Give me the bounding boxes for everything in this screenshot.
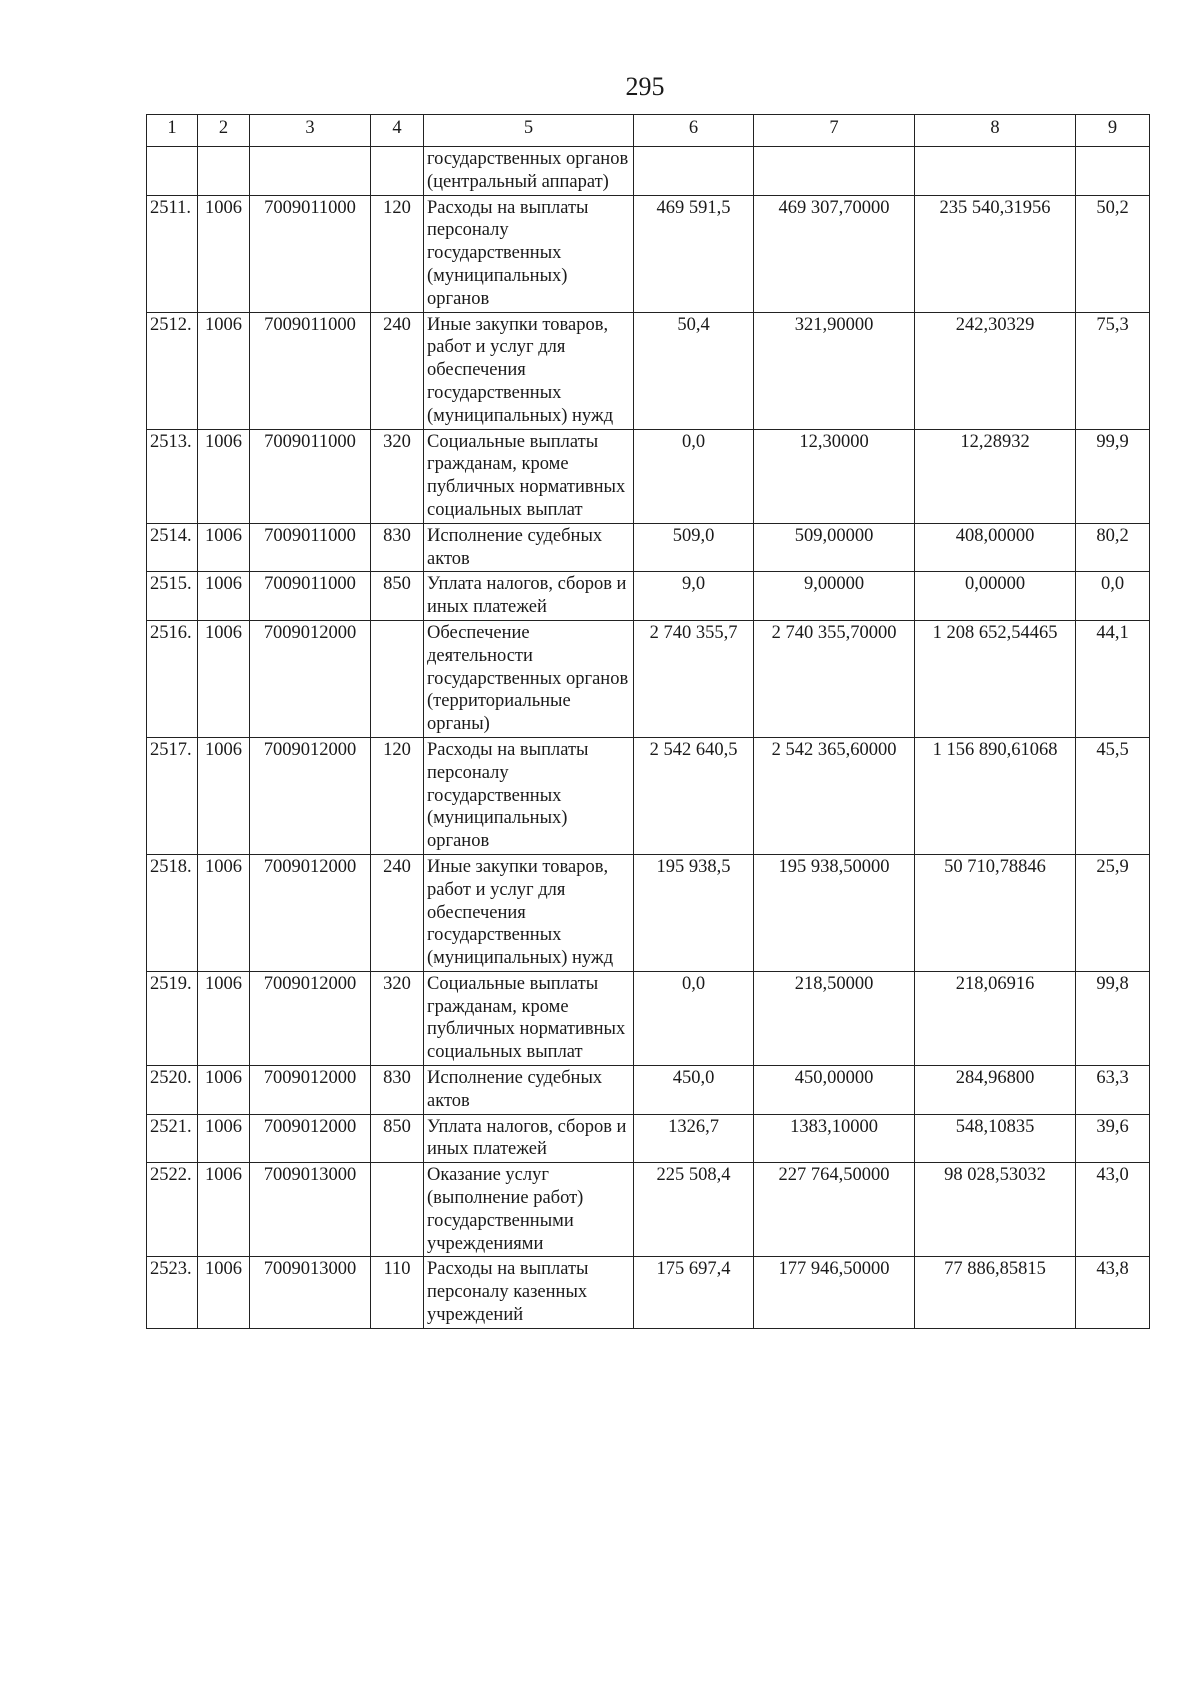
executed-amount-cell: 98 028,53032	[915, 1163, 1076, 1257]
refined-amount-cell: 321,90000	[754, 312, 915, 429]
table-row	[147, 147, 1150, 196]
row-number-cell: 2522.	[147, 1163, 198, 1257]
section-code-cell: 1006	[198, 429, 250, 523]
column-header: 2	[198, 115, 250, 147]
expense-type-code-cell: 240	[371, 312, 424, 429]
row-number-cell: 2517.	[147, 737, 198, 854]
row-number-cell: 2512.	[147, 312, 198, 429]
row-number-cell: 2521.	[147, 1114, 198, 1163]
row-number-cell: 2516.	[147, 620, 198, 737]
section-code-cell: 1006	[198, 1114, 250, 1163]
approved-amount-cell: 2 542 640,5	[634, 737, 754, 854]
section-code-cell: 1006	[198, 195, 250, 312]
executed-amount-cell: 242,30329	[915, 312, 1076, 429]
execution-percent-cell: 63,3	[1076, 1066, 1150, 1115]
expense-type-code-cell: 850	[371, 1114, 424, 1163]
item-name-cell: Иные закупки товаров, работ и услуг для обеспечения государственных (муниципальных) нужд	[424, 312, 634, 429]
target-article-code-cell: 7009011000	[250, 195, 371, 312]
target-article-code-cell: 7009011000	[250, 312, 371, 429]
item-name-cell: Социальные выплаты гражданам, кроме публичных нормативных социальных выплат	[424, 429, 634, 523]
refined-amount-cell: 177 946,50000	[754, 1257, 915, 1328]
column-header: 1	[147, 115, 198, 147]
section-code-cell: 1006	[198, 523, 250, 572]
section-code-cell: 1006	[198, 1163, 250, 1257]
target-article-code-cell: 7009012000	[250, 854, 371, 971]
target-article-code-cell: 7009012000	[250, 1066, 371, 1115]
target-article-code-cell: 7009011000	[250, 572, 371, 621]
refined-amount-cell: 12,30000	[754, 429, 915, 523]
table-row	[147, 523, 1150, 572]
target-article-code-cell: 7009012000	[250, 737, 371, 854]
item-name-cell: Иные закупки товаров, работ и услуг для обеспечения государственных (муниципальных) нужд	[424, 854, 634, 971]
approved-amount-cell	[634, 147, 754, 196]
execution-percent-cell: 99,9	[1076, 429, 1150, 523]
expense-type-code-cell: 110	[371, 1257, 424, 1328]
executed-amount-cell: 1 156 890,61068	[915, 737, 1076, 854]
target-article-code-cell: 7009013000	[250, 1257, 371, 1328]
expense-type-code-cell: 240	[371, 854, 424, 971]
refined-amount-cell: 1383,10000	[754, 1114, 915, 1163]
executed-amount-cell: 77 886,85815	[915, 1257, 1076, 1328]
approved-amount-cell: 0,0	[634, 429, 754, 523]
execution-percent-cell: 43,0	[1076, 1163, 1150, 1257]
expense-type-code-cell: 850	[371, 572, 424, 621]
execution-percent-cell: 25,9	[1076, 854, 1150, 971]
item-name-cell: Социальные выплаты гражданам, кроме публичных нормативных социальных выплат	[424, 971, 634, 1065]
column-header: 9	[1076, 115, 1150, 147]
page-number: 295	[625, 72, 665, 101]
refined-amount-cell: 2 542 365,60000	[754, 737, 915, 854]
column-header: 3	[250, 115, 371, 147]
execution-percent-cell: 0,0	[1076, 572, 1150, 621]
row-number-cell: 2513.	[147, 429, 198, 523]
execution-percent-cell: 99,8	[1076, 971, 1150, 1065]
row-number-cell: 2514.	[147, 523, 198, 572]
item-name-cell: Расходы на выплаты персоналу государственных (муниципальных) органов	[424, 195, 634, 312]
execution-percent-cell: 44,1	[1076, 620, 1150, 737]
refined-amount-cell: 218,50000	[754, 971, 915, 1065]
executed-amount-cell: 12,28932	[915, 429, 1076, 523]
table-row	[147, 854, 1150, 971]
approved-amount-cell: 509,0	[634, 523, 754, 572]
execution-percent-cell: 43,8	[1076, 1257, 1150, 1328]
refined-amount-cell: 195 938,50000	[754, 854, 915, 971]
refined-amount-cell: 227 764,50000	[754, 1163, 915, 1257]
execution-percent-cell	[1076, 147, 1150, 196]
section-code-cell: 1006	[198, 737, 250, 854]
target-article-code-cell	[250, 147, 371, 196]
expense-type-code-cell: 120	[371, 737, 424, 854]
approved-amount-cell: 9,0	[634, 572, 754, 621]
executed-amount-cell	[915, 147, 1076, 196]
approved-amount-cell: 175 697,4	[634, 1257, 754, 1328]
target-article-code-cell: 7009012000	[250, 971, 371, 1065]
table-row	[147, 1163, 1150, 1257]
row-number-cell: 2520.	[147, 1066, 198, 1115]
row-number-cell: 2523.	[147, 1257, 198, 1328]
executed-amount-cell: 408,00000	[915, 523, 1076, 572]
column-header: 5	[424, 115, 634, 147]
column-header: 4	[371, 115, 424, 147]
item-name-cell: Исполнение судебных актов	[424, 523, 634, 572]
target-article-code-cell: 7009012000	[250, 1114, 371, 1163]
row-number-cell: 2519.	[147, 971, 198, 1065]
target-article-code-cell: 7009011000	[250, 523, 371, 572]
table-row	[147, 195, 1150, 312]
item-name-cell: Оказание услуг (выполнение работ) государственными учреждениями	[424, 1163, 634, 1257]
approved-amount-cell: 1326,7	[634, 1114, 754, 1163]
execution-percent-cell: 50,2	[1076, 195, 1150, 312]
target-article-code-cell: 7009011000	[250, 429, 371, 523]
executed-amount-cell: 0,00000	[915, 572, 1076, 621]
section-code-cell: 1006	[198, 854, 250, 971]
expense-type-code-cell: 320	[371, 971, 424, 1065]
expense-type-code-cell: 830	[371, 1066, 424, 1115]
approved-amount-cell: 469 591,5	[634, 195, 754, 312]
expense-type-code-cell: 830	[371, 523, 424, 572]
section-code-cell: 1006	[198, 971, 250, 1065]
execution-percent-cell: 75,3	[1076, 312, 1150, 429]
target-article-code-cell: 7009012000	[250, 620, 371, 737]
table-row	[147, 1257, 1150, 1328]
column-header: 7	[754, 115, 915, 147]
row-number-cell	[147, 147, 198, 196]
row-number-cell: 2518.	[147, 854, 198, 971]
approved-amount-cell: 0,0	[634, 971, 754, 1065]
item-name-cell: Уплата налогов, сборов и иных платежей	[424, 1114, 634, 1163]
table-row	[147, 737, 1150, 854]
section-code-cell: 1006	[198, 620, 250, 737]
approved-amount-cell: 450,0	[634, 1066, 754, 1115]
table-row	[147, 620, 1150, 737]
execution-percent-cell: 45,5	[1076, 737, 1150, 854]
refined-amount-cell	[754, 147, 915, 196]
budget-table	[146, 114, 1150, 1329]
item-name-cell: государственных органов (центральный аппарат)	[424, 147, 634, 196]
approved-amount-cell: 195 938,5	[634, 854, 754, 971]
table-row	[147, 971, 1150, 1065]
table-row	[147, 429, 1150, 523]
section-code-cell: 1006	[198, 572, 250, 621]
expense-type-code-cell: 320	[371, 429, 424, 523]
approved-amount-cell: 225 508,4	[634, 1163, 754, 1257]
item-name-cell: Расходы на выплаты персоналу государственных (муниципальных) органов	[424, 737, 634, 854]
item-name-cell: Исполнение судебных актов	[424, 1066, 634, 1115]
expense-type-code-cell	[371, 147, 424, 196]
executed-amount-cell: 284,96800	[915, 1066, 1076, 1115]
expense-type-code-cell	[371, 1163, 424, 1257]
table-row	[147, 572, 1150, 621]
column-header: 8	[915, 115, 1076, 147]
executed-amount-cell: 235 540,31956	[915, 195, 1076, 312]
execution-percent-cell: 80,2	[1076, 523, 1150, 572]
section-code-cell: 1006	[198, 1066, 250, 1115]
approved-amount-cell: 2 740 355,7	[634, 620, 754, 737]
item-name-cell: Уплата налогов, сборов и иных платежей	[424, 572, 634, 621]
executed-amount-cell: 50 710,78846	[915, 854, 1076, 971]
executed-amount-cell: 1 208 652,54465	[915, 620, 1076, 737]
refined-amount-cell: 9,00000	[754, 572, 915, 621]
table-row	[147, 1066, 1150, 1115]
approved-amount-cell: 50,4	[634, 312, 754, 429]
column-header: 6	[634, 115, 754, 147]
expense-type-code-cell	[371, 620, 424, 737]
section-code-cell: 1006	[198, 1257, 250, 1328]
row-number-cell: 2511.	[147, 195, 198, 312]
item-name-cell: Расходы на выплаты персоналу казенных учреждений	[424, 1257, 634, 1328]
section-code-cell: 1006	[198, 312, 250, 429]
executed-amount-cell: 218,06916	[915, 971, 1076, 1065]
refined-amount-cell: 2 740 355,70000	[754, 620, 915, 737]
section-code-cell	[198, 147, 250, 196]
refined-amount-cell: 469 307,70000	[754, 195, 915, 312]
table-row	[147, 1114, 1150, 1163]
refined-amount-cell: 509,00000	[754, 523, 915, 572]
execution-percent-cell: 39,6	[1076, 1114, 1150, 1163]
item-name-cell: Обеспечение деятельности государственных органов (территориальные органы)	[424, 620, 634, 737]
header-row	[147, 115, 1150, 147]
executed-amount-cell: 548,10835	[915, 1114, 1076, 1163]
expense-type-code-cell: 120	[371, 195, 424, 312]
target-article-code-cell: 7009013000	[250, 1163, 371, 1257]
table-row	[147, 312, 1150, 429]
row-number-cell: 2515.	[147, 572, 198, 621]
refined-amount-cell: 450,00000	[754, 1066, 915, 1115]
